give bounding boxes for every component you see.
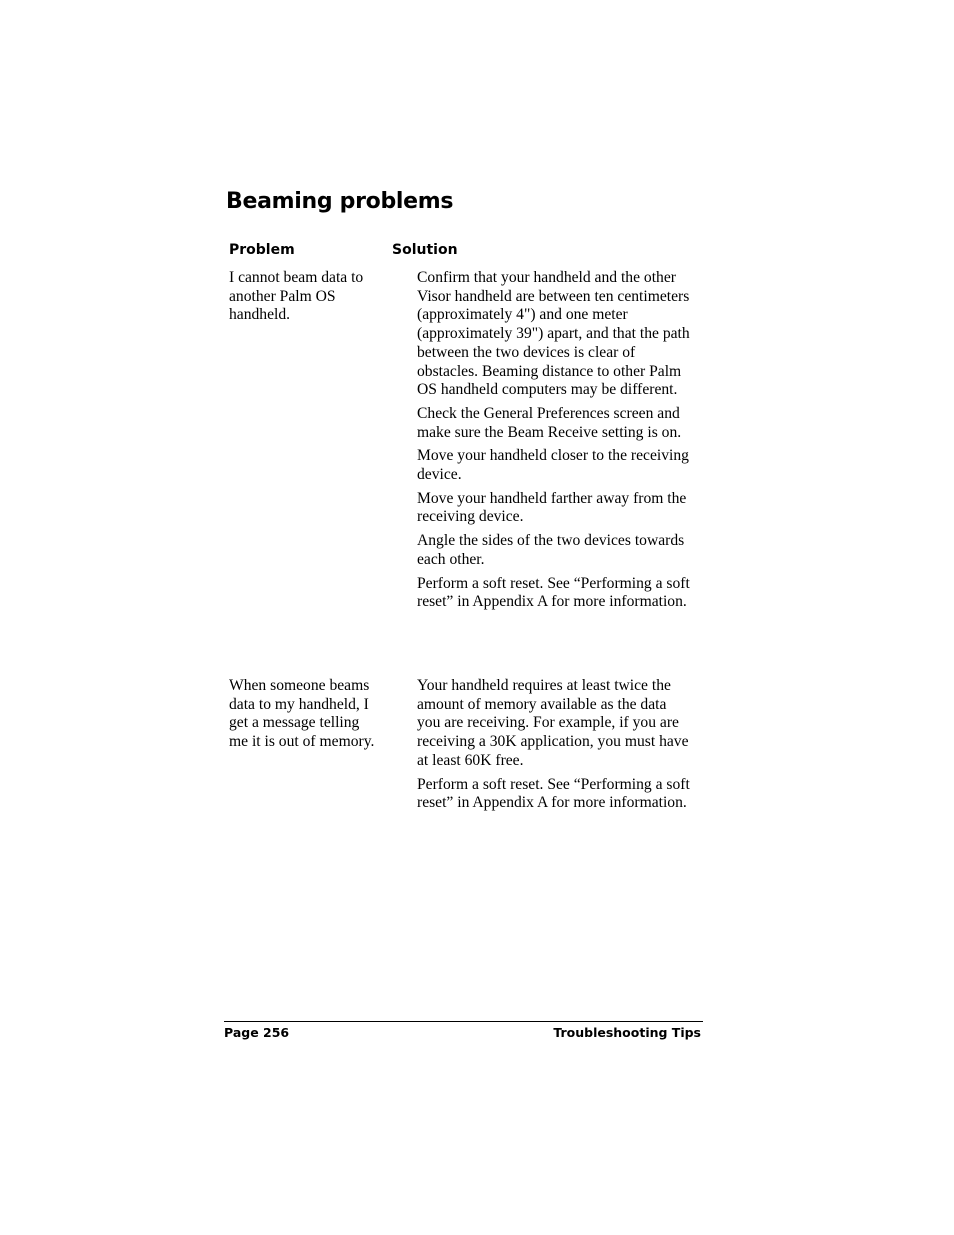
- page-title: Beaming problems: [226, 189, 454, 214]
- footer-divider: [224, 1021, 703, 1022]
- solution-paragraph: Angle the sides of the two devices towards each other.: [417, 532, 685, 568]
- solution-cell-1: [417, 269, 693, 617]
- solution-column-header: Solution: [392, 242, 458, 258]
- solution-paragraph: Check the General Preferences screen and make sure the Beam Receive setting is on.: [417, 404, 682, 441]
- solution-paragraph: Your handheld requires at least twice the amount of memory available as the data you are receiving. For example, if you are receiving a 30K application, you must have at least 60K free.: [417, 677, 689, 769]
- problem-column-header: Problem: [229, 242, 295, 258]
- solution-cell-2: [417, 677, 693, 818]
- solution-paragraph: Perform a soft reset. See “Performing a soft reset” in Appendix A for more information.: [417, 574, 690, 611]
- problem-cell-2: When someone beams data to my handheld, I get a message telling me it is out of memory.: [229, 677, 375, 751]
- solution-paragraph: Move your handheld farther away from the receiving device.: [417, 489, 687, 526]
- solution-paragraph: Confirm that your handheld and the other Visor handheld are between ten centimeters (approximately 4") and one meter (approximately 39") apart, and that the path between the two devices is clear of obstacles. Beaming distance to other Palm OS handheld computers may be different.: [417, 269, 690, 399]
- solution-paragraph: Move your handheld closer to the receiving device.: [417, 447, 689, 484]
- solution-paragraph: Perform a soft reset. See “Performing a soft reset” in Appendix A for more information.: [417, 775, 690, 812]
- footer-page-number: Page 256: [224, 1025, 290, 1040]
- problem-cell-1: I cannot beam data to another Palm OS handheld.: [229, 269, 364, 324]
- footer-section-title: Troubleshooting Tips: [553, 1025, 701, 1040]
